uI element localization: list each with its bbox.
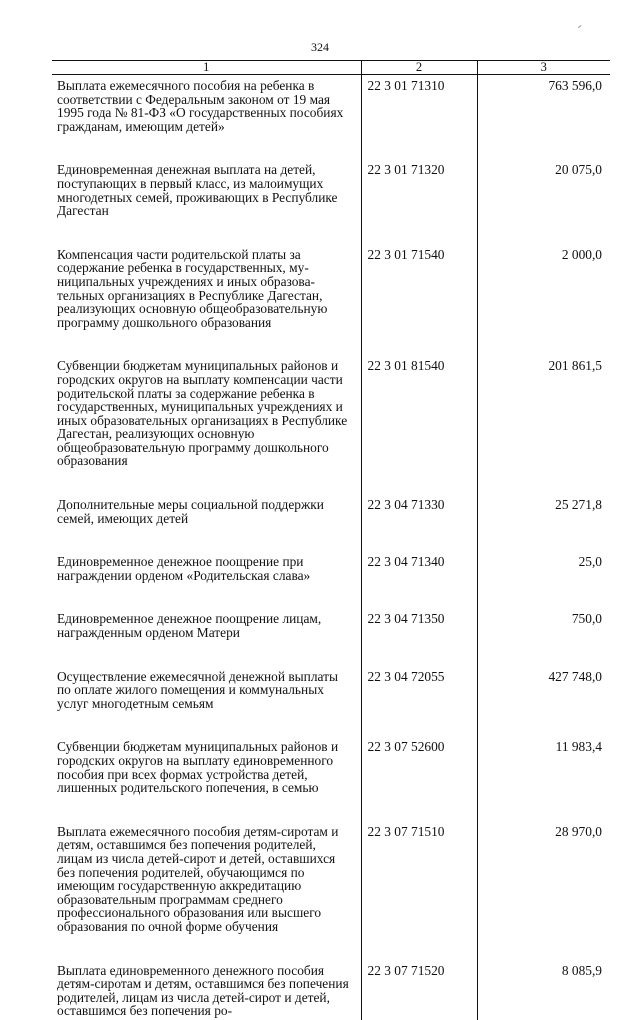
- table-row: [52, 960, 610, 1020]
- row-name: Выплата ежемесячного пособия детям-сиротам и детям, оставшимся без попечения родителей, лицам из числа детей-сирот и детей, оставшихся без попечения родителей, обучающимся по имеющим государственную аккредитацию образовательным программам среднего профессионального образования или высшего образования по очной форме обучения: [57, 823, 339, 934]
- column-header-1: 1: [52, 61, 361, 75]
- row-amount: 427 748,0: [477, 666, 610, 737]
- row-amount: 750,0: [477, 608, 610, 665]
- table-header-row: [52, 61, 610, 75]
- row-name: Выплата единовременного денежного пособия детям-сиротам и детям, оставшимся без попечения родителей, лицам из числа детей-сирот и детей, оставшимся без попечения ро-: [57, 962, 349, 1019]
- row-amount: 2 000,0: [477, 244, 610, 356]
- row-code: 22 3 07 52600: [361, 736, 477, 820]
- table-row: [52, 608, 610, 665]
- row-amount: 8 085,9: [477, 960, 610, 1020]
- row-amount: 20 075,0: [477, 159, 610, 243]
- table-row: [52, 666, 610, 737]
- row-code: 22 3 04 71330: [361, 494, 477, 551]
- column-header-2: 2: [361, 61, 477, 75]
- row-name: Единовременное денежное поощрение при награждении орденом «Родительская слава»: [57, 554, 311, 583]
- row-amount: 11 983,4: [477, 736, 610, 820]
- row-code: 22 3 01 71320: [361, 159, 477, 243]
- table-row: [52, 821, 610, 960]
- row-amount: 25,0: [477, 551, 610, 608]
- table-row: [52, 244, 610, 356]
- page-number: 324: [311, 40, 329, 54]
- row-code: 22 3 07 71510: [361, 821, 477, 960]
- row-amount: 28 970,0: [477, 821, 610, 960]
- row-code: 22 3 04 71350: [361, 608, 477, 665]
- row-name: Компенсация части родительской платы за содержание ребенка в государственных, муниципальных учреждениях и иных образовательных организациях в Республике Дагестан, реализующих основную общеобразовательную программу дошкольного образования: [57, 246, 328, 330]
- row-name: Единовременная денежная выплата на детей, поступающих в первый класс, из малоимущих многодетных семей, проживающих в Республике Дагестан: [57, 162, 338, 219]
- row-amount: 25 271,8: [477, 494, 610, 551]
- row-code: 22 3 04 71340: [361, 551, 477, 608]
- table-row: [52, 355, 610, 494]
- table-row: [52, 551, 610, 608]
- row-name: Единовременное денежное поощрение лицам, награжденным орденом Матери: [57, 611, 322, 641]
- row-code: 22 3 01 71310: [361, 75, 477, 160]
- column-header-3: 3: [477, 61, 610, 75]
- row-name: Субвенции бюджетам муниципальных районов и городских округов на выплату единовременного пособия при всех формах устройства детей, лишенных родительского попечения, в семью: [57, 739, 339, 796]
- row-name: Выплата ежемесячного пособия на ребенка в соответствии с Федеральным законом от 19 мая 1995 года № 81-ФЗ «О государственных пособиях гражданам, имеющим детей»: [57, 78, 344, 134]
- row-code: 22 3 07 71520: [361, 960, 477, 1020]
- table-row: [52, 736, 610, 820]
- row-code: 22 3 04 72055: [361, 666, 477, 737]
- row-code: 22 3 01 81540: [361, 355, 477, 494]
- row-name: Субвенции бюджетам муниципальных районов и городских округов на выплату компенсации части родительской платы за содержание ребенка в государственных, муниципальных учреждениях и иных образовательных организациях в Республике Дагестан, реализующих основную общеобразовательную программу дошкольного образования: [57, 358, 348, 469]
- table-row: [52, 75, 610, 160]
- table-row: [52, 494, 610, 551]
- row-name: Осуществление ежемесячной денежной выплаты по оплате жилого помещения и коммунальных услуг многодетным семьям: [57, 668, 338, 711]
- row-amount: 763 596,0: [477, 75, 610, 160]
- budget-table: [52, 60, 610, 1020]
- stray-mark: [578, 25, 582, 29]
- row-code: 22 3 01 71540: [361, 244, 477, 356]
- row-amount: 201 861,5: [477, 355, 610, 494]
- row-name: Дополнительные меры социальной поддержки семей, имеющих детей: [57, 497, 324, 526]
- table-row: [52, 159, 610, 243]
